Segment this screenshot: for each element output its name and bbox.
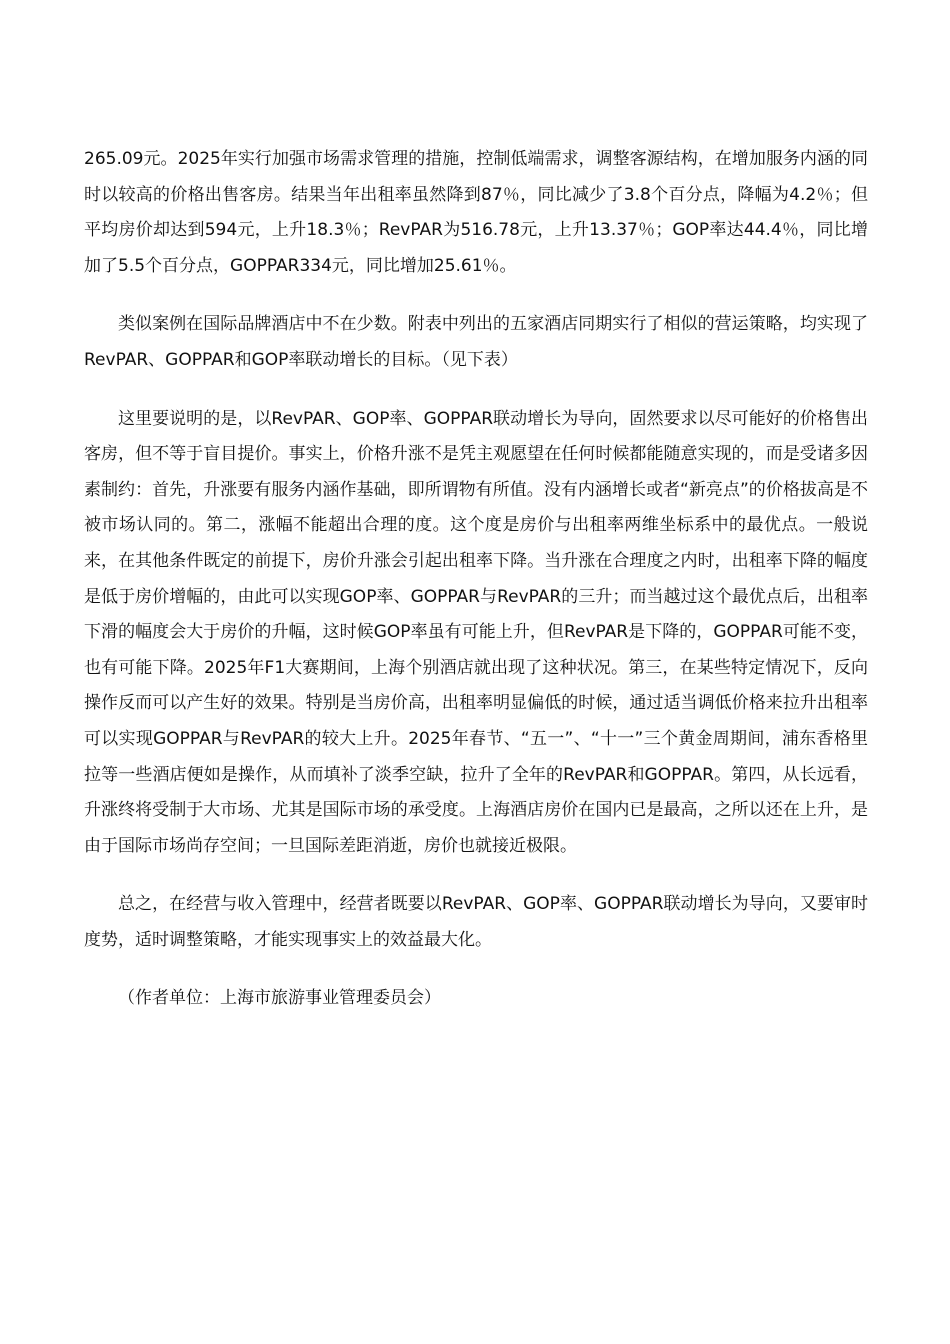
author-affiliation: （作者单位：上海市旅游事业管理委员会） [118,988,441,1009]
paragraph-conclusion: 总之，在经营与收入管理中，经营者既要以RevPAR、GOP率、GOPPAR联动增长为导向，又要审时度势，适时调整策略，才能实现事实上的效益最大化。 [84,894,868,950]
article-body [84,142,868,1017]
paragraph-cases: 类似案例在国际品牌酒店中不在少数。附表中列出的五家酒店同期实行了相似的营运策略，均实现了RevPAR、GOPPAR和GOP率联动增长的目标。（见下表） [84,314,868,370]
paragraph-explanation: 这里要说明的是，以RevPAR、GOP率、GOPPAR联动增长为导向，固然要求以尽可能好的价格售出客房，但不等于盲目提价。事实上，价格升涨不是凭主观愿望在任何时候都能随意实现的，而是受诸多因素制约：首先，升涨要有服务内涵作基础，即所谓物有所值。没有内涵增长或者“新亮点”的价格拔高是不被市场认同的。第二，涨幅不能超出合理的度。这个度是房价与出租率两维坐标系中的最优点。一般说来，在其他条件既定的前提下，房价升涨会引起出租率下降。当升涨在合理度之内时，出租率下降的幅度是低于房价增幅的，由此可以实现GOP率、GOPPAR与RevPAR的三升；而当越过这个最优点后，出租率下滑的幅度会大于房价的升幅，这时候GOP率虽有可能上升，但RevPAR是下降的，GOPPAR可能不变，也有可能下降。2025年F1大赛期间，上海个别酒店就出现了这种状况。第三，在某些特定情况下，反向操作反而可以产生好的效果。特别是当房价高，出租率明显偏低的时候，通过适当调低价格来拉升出租率可以实现GOPPAR与RevPAR的较大上升。2025年春节、“五一”、“十一”三个黄金周期间，浦东香格里拉等一些酒店便如是操作，从而填补了淡季空缺，拉升了全年的RevPAR和GOPPAR。第四，从长远看，升涨终将受制于大市场、尤其是国际市场的承受度。上海酒店房价在国内已是最高，之所以还在上升，是由于国际市场尚存空间；一旦国际差距消逝，房价也就接近极限。 [84,408,868,856]
paragraph-continued: 265.09元。2025年实行加强市场需求管理的措施，控制低端需求，调整客源结构，在增加服务内涵的同时以较高的价格出售客房。结果当年出租率虽然降到87％，同比减少了3.8个百分点，降幅为4.2％；但平均房价却达到594元，上升18.3％；RevPAR为516.78元，上升13.37％；GOP率达44.4％，同比增加了5.5个百分点，GOPPAR334元，同比增加25.61％。 [84,149,868,276]
